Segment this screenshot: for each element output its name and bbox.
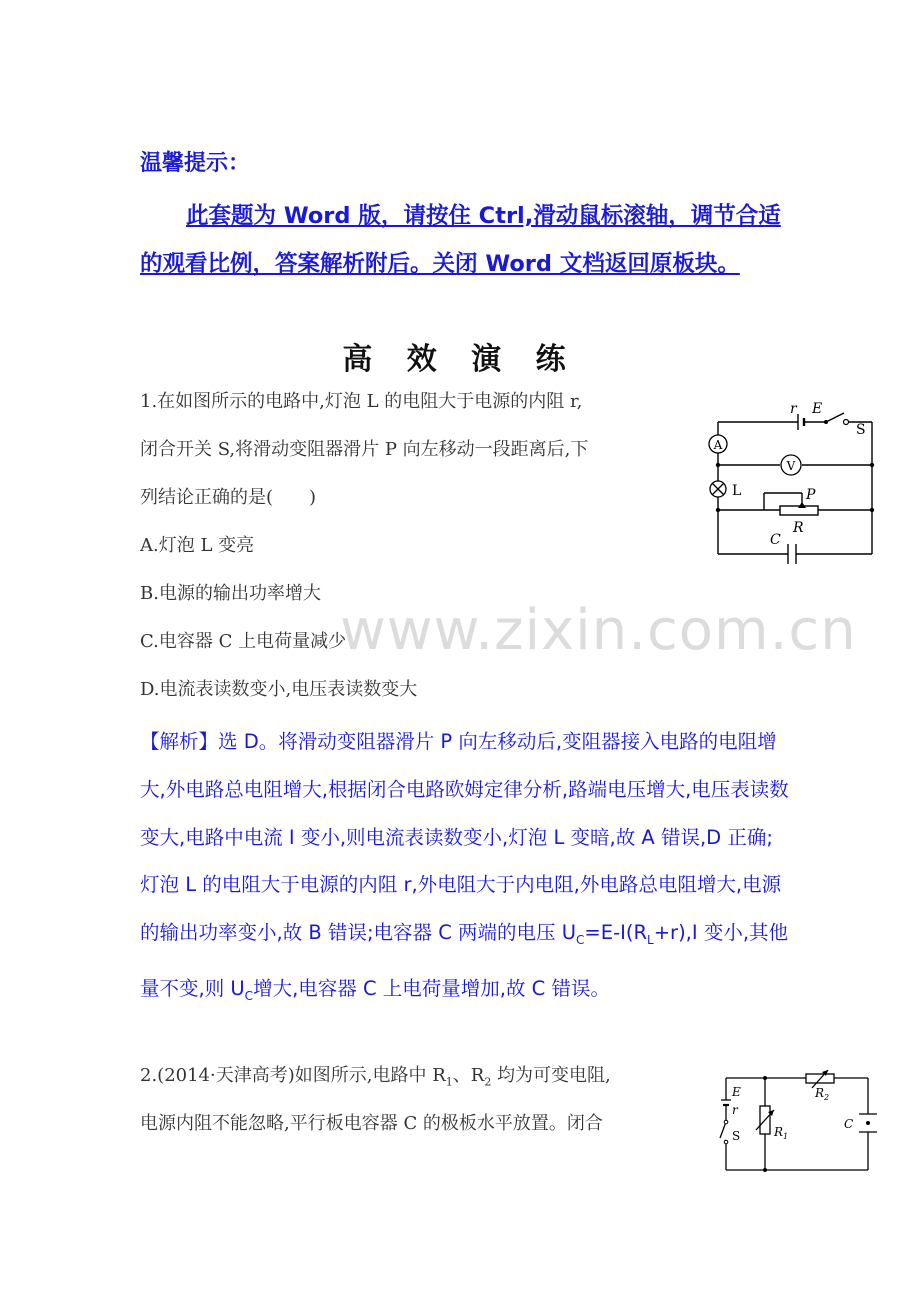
voltmeter-label: V — [786, 459, 796, 473]
label-resistor-1: $R_1$ — [774, 1125, 789, 1141]
label-s2: S — [732, 1129, 741, 1143]
circuit-diagram-1 — [700, 398, 885, 570]
watermark: www.zixin.com.cn — [340, 598, 857, 663]
option-c: C.电容器 C 上电荷量减少 — [140, 631, 347, 652]
voltmeter-icon — [781, 455, 801, 475]
label-r2: r — [732, 1103, 738, 1117]
lamp-icon — [710, 481, 726, 497]
label-e2: E — [732, 1085, 741, 1099]
label-s: S — [856, 422, 866, 438]
label-r: r — [790, 401, 797, 417]
question-1-line-2: 闭合开关 S,将滑动变阻器滑片 P 向左移动一段距离后,下 — [140, 439, 589, 460]
label-e: E — [812, 401, 823, 417]
section-heading: 高 效 演 练 — [342, 342, 578, 377]
label-l: L — [732, 483, 742, 499]
label-r-big: R — [793, 520, 804, 536]
option-d: D.电流表读数变小,电压表读数变大 — [140, 679, 418, 700]
question-1-line-1: 1.在如图所示的电路中,灯泡 L 的电阻大于电源的内阻 r, — [140, 391, 583, 412]
option-b: B.电源的输出功率增大 — [140, 583, 321, 604]
question-1-line-3: 列结论正确的是( ) — [140, 487, 317, 508]
label-resistor-2: $R_2$ — [815, 1086, 830, 1102]
question-2-line-1: 2.(2014·天津高考)如图所示,电路中 $R_1$、$R_2$ 均为可变电阻, — [140, 1065, 611, 1089]
option-a: A.灯泡 L 变亮 — [140, 535, 255, 556]
label-c: C — [770, 532, 781, 548]
circuit-diagram-2 — [712, 1066, 877, 1178]
analysis-1: 【解析】选 D。将滑动变阻器滑片 P 向左移动后,变阻器接入电路的电阻增大,外电路总电阻增大,根据闭合电路欧姆定律分析,路端电压增大,电压表读数变大,电路中电流 I 变小,则电流表读数变小,灯泡 L 变暗,故 A 错误,D 正确;灯泡 L 的电阻大于电源的内阻 r,外电阻大于内电阻,外电路总电阻增大,电源的输出功率变小,故 B 错误;电容器 C 两端的电压 $U_C=E-I(R_L+r),I$ 变小,其他量不变,则 $U_C$增大,电容器 C 上电荷量增加,故 C 错误。 — [140, 730, 789, 1003]
question-2-line-2: 电源内阻不能忽略,平行板电容器 C 的极板水平放置。闭合 — [140, 1113, 603, 1134]
label-p: P — [806, 487, 816, 503]
ammeter-label: A — [713, 438, 723, 452]
tip-title: 温馨提示： — [140, 151, 251, 176]
tip-body[interactable]: 此套题为 Word 版，请按住 Ctrl,滑动鼠标滚轴，调节合适的观看比例，答案解析附后。关闭 Word 文档返回原板块。 — [140, 203, 781, 277]
ammeter-icon — [709, 435, 727, 453]
label-c2: C — [844, 1117, 854, 1131]
